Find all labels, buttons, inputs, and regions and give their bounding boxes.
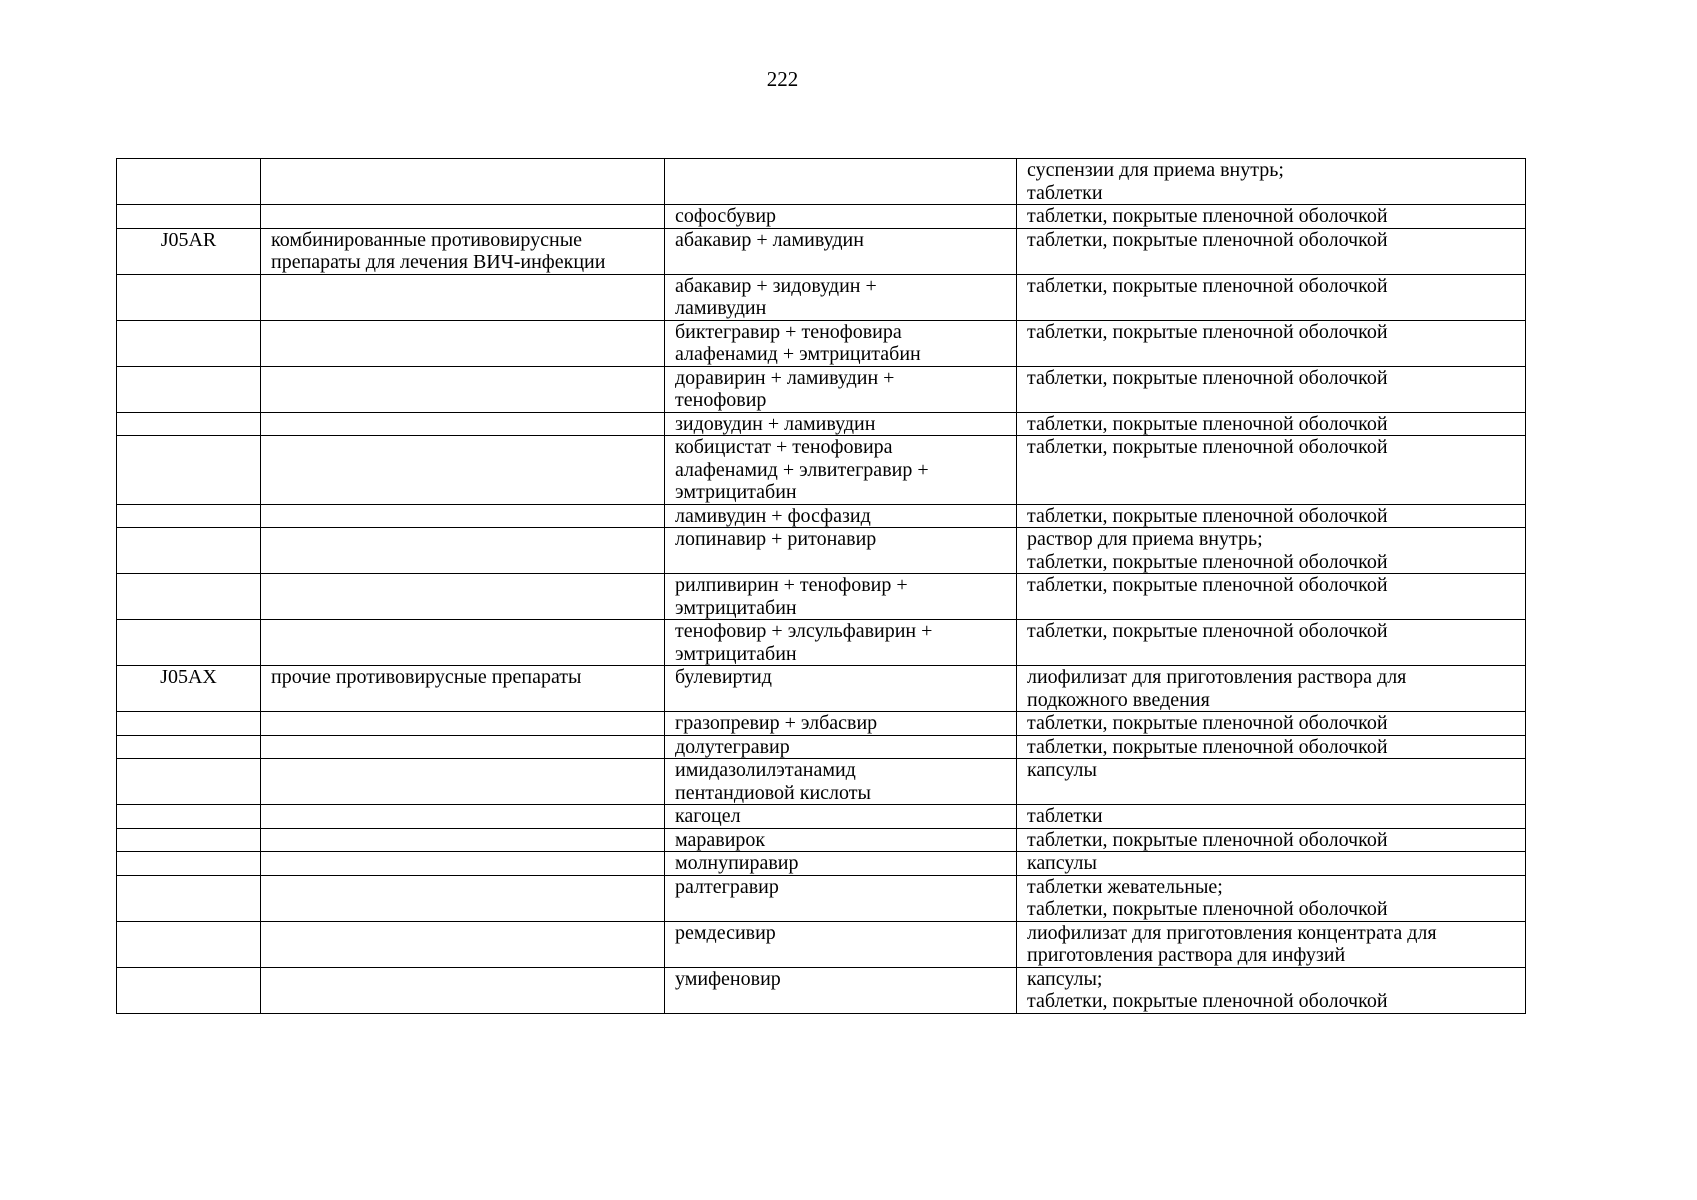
table-row xyxy=(117,412,1526,436)
atc-code-cell xyxy=(117,320,261,366)
atc-code-cell: J05AX xyxy=(117,666,261,712)
group-name-cell xyxy=(261,759,665,805)
table-row xyxy=(117,759,1526,805)
table-row xyxy=(117,436,1526,505)
group-name-cell: комбинированные противовирусные препараты для лечения ВИЧ-инфекции xyxy=(261,228,665,274)
drug-name-cell: долутегравир xyxy=(665,735,1017,759)
group-name-cell xyxy=(261,852,665,876)
table-row xyxy=(117,620,1526,666)
dosage-form-cell: таблетки xyxy=(1017,805,1526,829)
table-row xyxy=(117,528,1526,574)
dosage-form-cell: капсулы xyxy=(1017,852,1526,876)
drug-name-cell: абакавир + ламивудин xyxy=(665,228,1017,274)
table-row xyxy=(117,666,1526,712)
atc-code-cell xyxy=(117,875,261,921)
drug-name-cell: гразопревир + элбасвир xyxy=(665,712,1017,736)
dosage-form-cell: таблетки, покрытые пленочной оболочкой xyxy=(1017,436,1526,505)
group-name-cell xyxy=(261,967,665,1013)
group-name-cell xyxy=(261,274,665,320)
drug-name-cell: ремдесивир xyxy=(665,921,1017,967)
atc-code-cell xyxy=(117,759,261,805)
dosage-form-cell: таблетки, покрытые пленочной оболочкой xyxy=(1017,712,1526,736)
atc-code-cell xyxy=(117,574,261,620)
atc-code-cell xyxy=(117,366,261,412)
dosage-form-cell: лиофилизат для приготовления концентрата для приготовления раствора для инфузий xyxy=(1017,921,1526,967)
drug-name-cell xyxy=(665,159,1017,205)
dosage-form-cell: таблетки, покрытые пленочной оболочкой xyxy=(1017,574,1526,620)
dosage-form-cell: таблетки, покрытые пленочной оболочкой xyxy=(1017,320,1526,366)
table-row xyxy=(117,159,1526,205)
table-row xyxy=(117,574,1526,620)
group-name-cell xyxy=(261,712,665,736)
drug-name-cell: умифеновир xyxy=(665,967,1017,1013)
drug-name-cell: зидовудин + ламивудин xyxy=(665,412,1017,436)
atc-code-cell xyxy=(117,967,261,1013)
group-name-cell xyxy=(261,875,665,921)
drug-name-cell: маравирок xyxy=(665,828,1017,852)
drug-name-cell: софосбувир xyxy=(665,205,1017,229)
table-row xyxy=(117,967,1526,1013)
table-row xyxy=(117,712,1526,736)
table-row xyxy=(117,320,1526,366)
atc-code-cell xyxy=(117,735,261,759)
group-name-cell xyxy=(261,828,665,852)
atc-code-cell xyxy=(117,828,261,852)
table-row xyxy=(117,504,1526,528)
drug-name-cell: молнупиравир xyxy=(665,852,1017,876)
dosage-form-cell: таблетки, покрытые пленочной оболочкой xyxy=(1017,274,1526,320)
group-name-cell xyxy=(261,620,665,666)
atc-code-cell xyxy=(117,712,261,736)
dosage-form-cell: таблетки, покрытые пленочной оболочкой xyxy=(1017,205,1526,229)
group-name-cell: прочие противовирусные препараты xyxy=(261,666,665,712)
table-row xyxy=(117,205,1526,229)
dosage-form-cell: таблетки, покрытые пленочной оболочкой xyxy=(1017,366,1526,412)
dosage-form-cell: таблетки, покрытые пленочной оболочкой xyxy=(1017,228,1526,274)
dosage-form-cell: лиофилизат для приготовления раствора для подкожного введения xyxy=(1017,666,1526,712)
drug-table xyxy=(116,158,1526,1014)
table-row xyxy=(117,852,1526,876)
atc-code-cell xyxy=(117,528,261,574)
atc-code-cell xyxy=(117,504,261,528)
dosage-form-cell: суспензии для приема внутрь; таблетки xyxy=(1017,159,1526,205)
drug-name-cell: кобицистат + тенофовира алафенамид + элвитегравир + эмтрицитабин xyxy=(665,436,1017,505)
dosage-form-cell: раствор для приема внутрь; таблетки, покрытые пленочной оболочкой xyxy=(1017,528,1526,574)
table-row xyxy=(117,921,1526,967)
atc-code-cell xyxy=(117,805,261,829)
atc-code-cell xyxy=(117,921,261,967)
drug-name-cell: рилпивирин + тенофовир + эмтрицитабин xyxy=(665,574,1017,620)
table-row xyxy=(117,735,1526,759)
atc-code-cell xyxy=(117,274,261,320)
table-row xyxy=(117,274,1526,320)
drug-name-cell: биктегравир + тенофовира алафенамид + эмтрицитабин xyxy=(665,320,1017,366)
drug-name-cell: доравирин + ламивудин + тенофовир xyxy=(665,366,1017,412)
drug-name-cell: абакавир + зидовудин + ламивудин xyxy=(665,274,1017,320)
group-name-cell xyxy=(261,735,665,759)
group-name-cell xyxy=(261,205,665,229)
dosage-form-cell: капсулы xyxy=(1017,759,1526,805)
dosage-form-cell: таблетки, покрытые пленочной оболочкой xyxy=(1017,620,1526,666)
group-name-cell xyxy=(261,366,665,412)
group-name-cell xyxy=(261,921,665,967)
dosage-form-cell: капсулы; таблетки, покрытые пленочной оболочкой xyxy=(1017,967,1526,1013)
page-number: 222 xyxy=(766,67,799,91)
drug-name-cell: лопинавир + ритонавир xyxy=(665,528,1017,574)
dosage-form-cell: таблетки жевательные; таблетки, покрытые пленочной оболочкой xyxy=(1017,875,1526,921)
atc-code-cell xyxy=(117,159,261,205)
table-row xyxy=(117,828,1526,852)
drug-name-cell: ралтегравир xyxy=(665,875,1017,921)
group-name-cell xyxy=(261,436,665,505)
atc-code-cell xyxy=(117,436,261,505)
group-name-cell xyxy=(261,528,665,574)
atc-code-cell: J05AR xyxy=(117,228,261,274)
group-name-cell xyxy=(261,159,665,205)
group-name-cell xyxy=(261,320,665,366)
table-row xyxy=(117,228,1526,274)
group-name-cell xyxy=(261,805,665,829)
atc-code-cell xyxy=(117,620,261,666)
drug-name-cell: тенофовир + элсульфавирин + эмтрицитабин xyxy=(665,620,1017,666)
dosage-form-cell: таблетки, покрытые пленочной оболочкой xyxy=(1017,412,1526,436)
dosage-form-cell: таблетки, покрытые пленочной оболочкой xyxy=(1017,504,1526,528)
table-row xyxy=(117,875,1526,921)
group-name-cell xyxy=(261,574,665,620)
table-row xyxy=(117,366,1526,412)
drug-name-cell: ламивудин + фосфазид xyxy=(665,504,1017,528)
group-name-cell xyxy=(261,504,665,528)
drug-name-cell: имидазолилэтанамид пентандиовой кислоты xyxy=(665,759,1017,805)
drug-name-cell: булевиртид xyxy=(665,666,1017,712)
dosage-form-cell: таблетки, покрытые пленочной оболочкой xyxy=(1017,828,1526,852)
atc-code-cell xyxy=(117,852,261,876)
atc-code-cell xyxy=(117,205,261,229)
drug-name-cell: кагоцел xyxy=(665,805,1017,829)
atc-code-cell xyxy=(117,412,261,436)
drug-table-body xyxy=(117,159,1526,1014)
table-row xyxy=(117,805,1526,829)
group-name-cell xyxy=(261,412,665,436)
dosage-form-cell: таблетки, покрытые пленочной оболочкой xyxy=(1017,735,1526,759)
